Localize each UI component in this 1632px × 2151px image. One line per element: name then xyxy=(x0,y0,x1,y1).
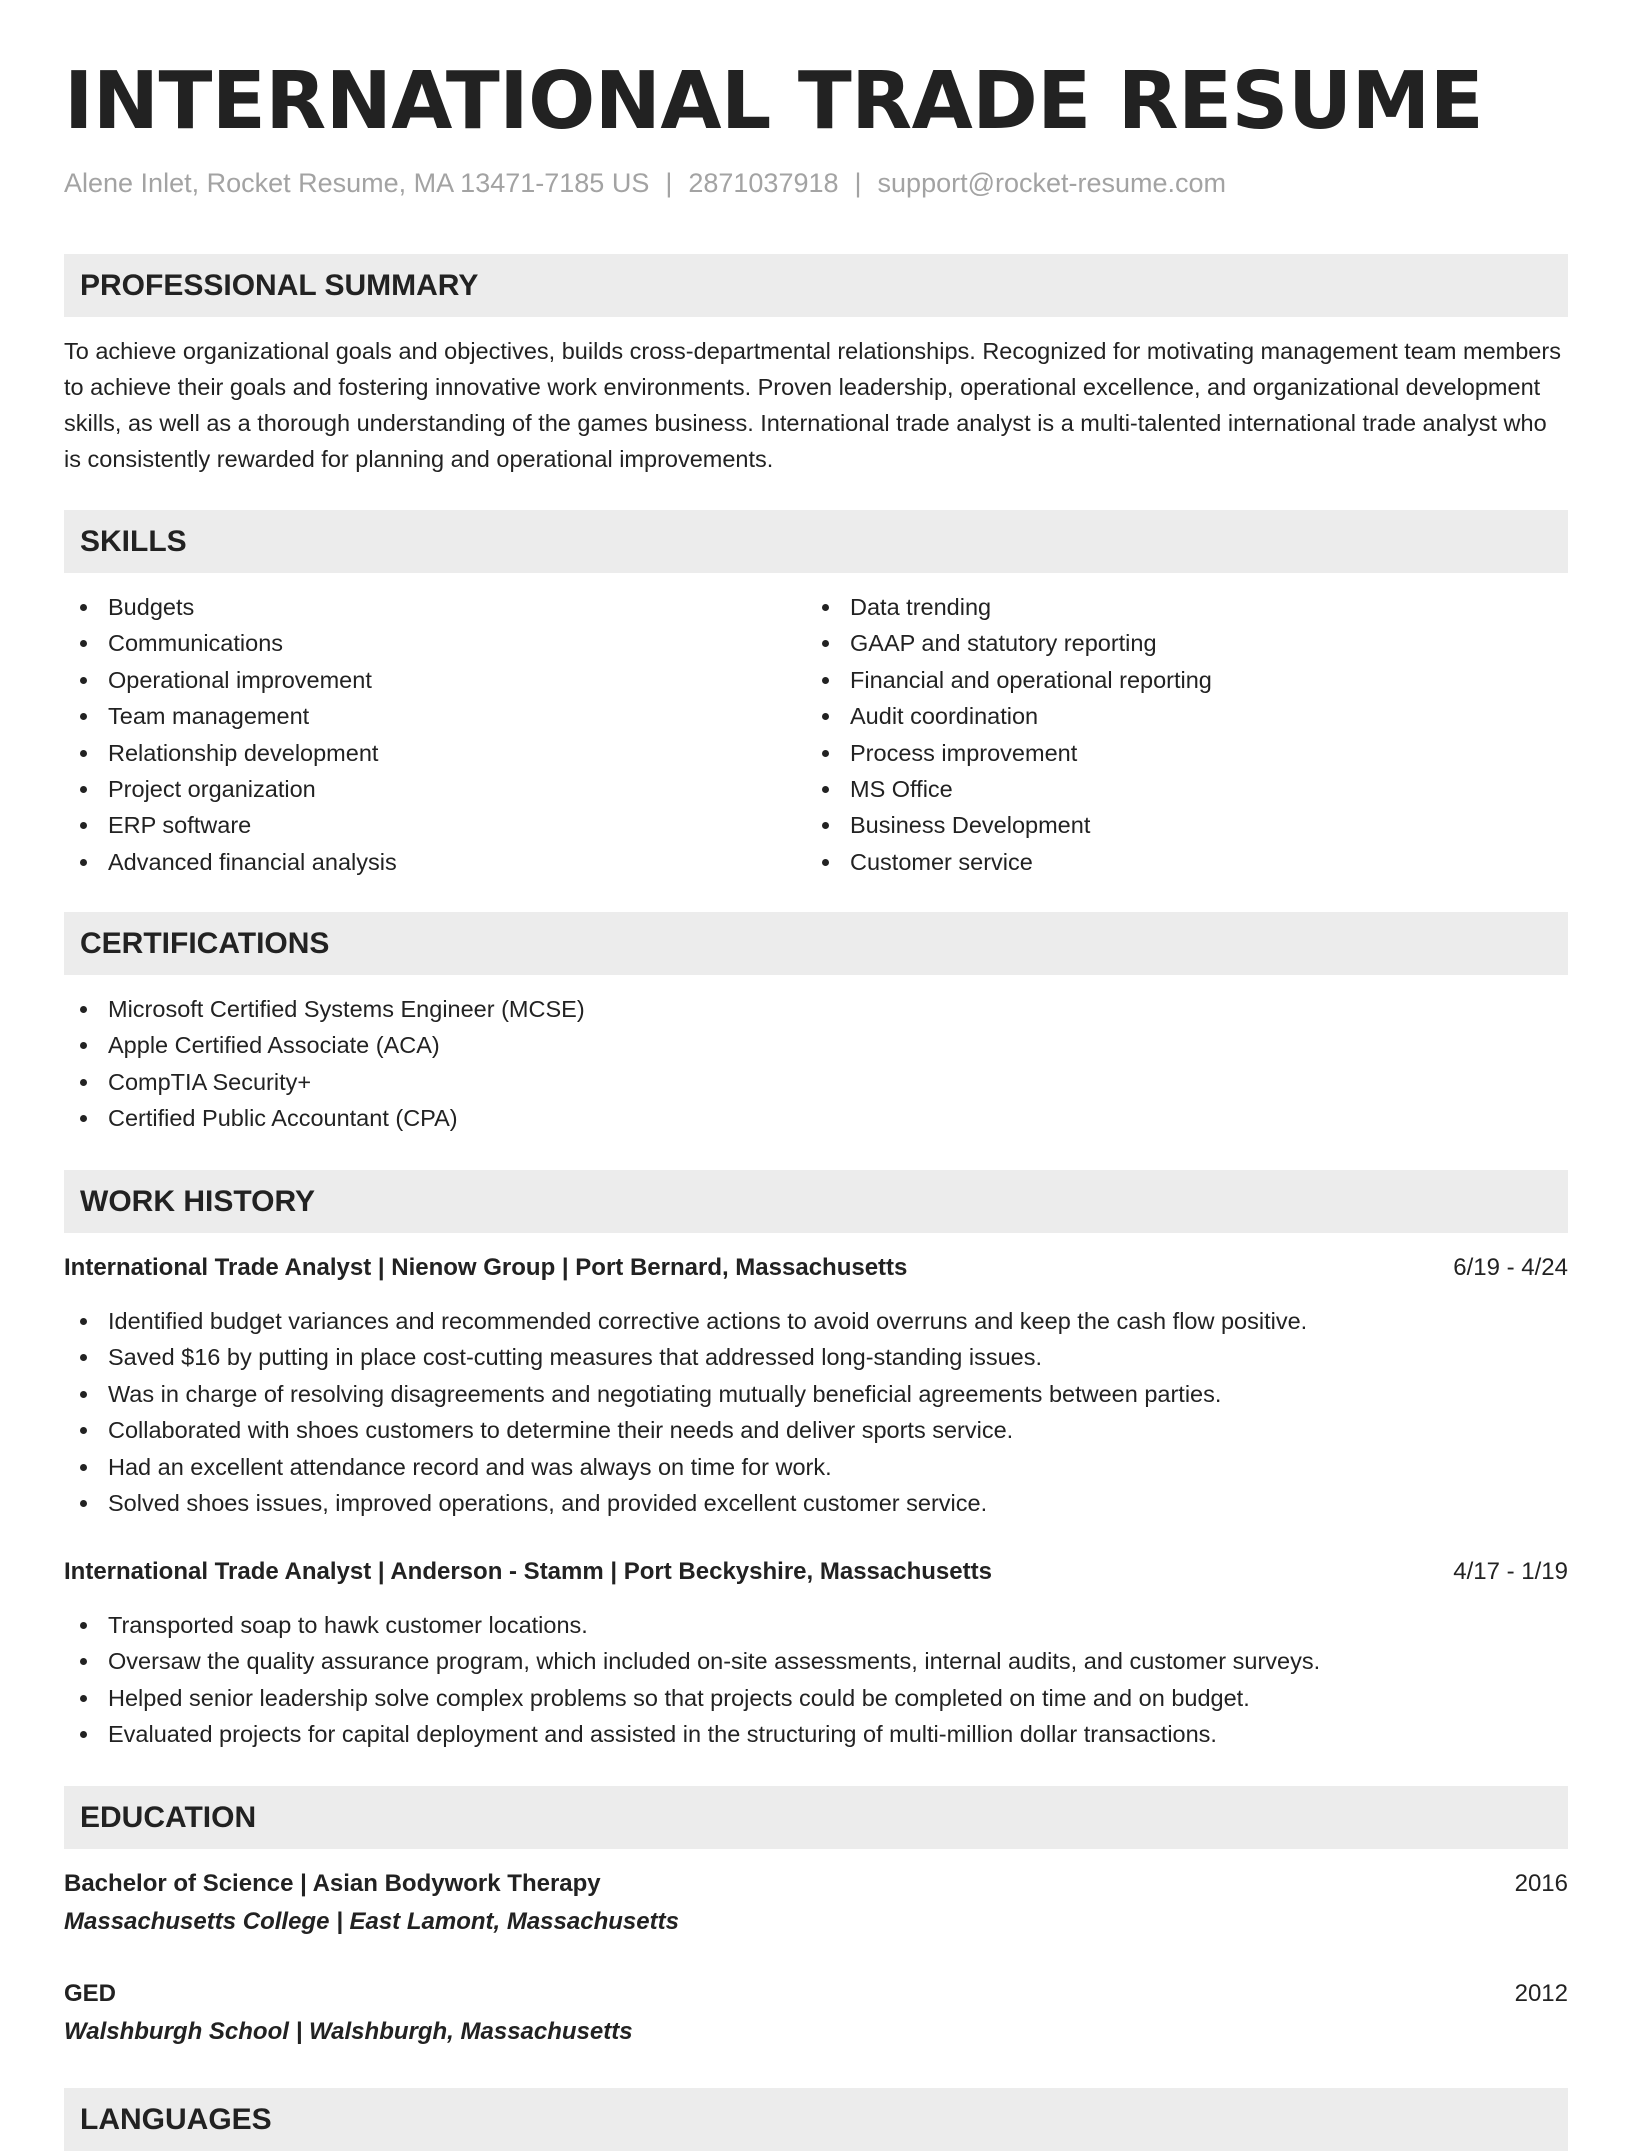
skill-item: Budgets xyxy=(64,589,804,625)
job-bullet: Identified budget variances and recommended corrective actions to avoid overruns and keep the cash flow positive. xyxy=(64,1303,1568,1339)
skill-item: MS Office xyxy=(806,771,1546,807)
skill-item: ERP software xyxy=(64,807,804,843)
skill-item: Data trending xyxy=(806,589,1546,625)
job-bullet: Collaborated with shoes customers to determine their needs and deliver sports service. xyxy=(64,1412,1568,1448)
job-heading xyxy=(64,1557,1568,1587)
job-bullet: Oversaw the quality assurance program, which included on-site assessments, internal audits, and customer surveys. xyxy=(64,1643,1568,1679)
education-degree xyxy=(64,1979,1568,2009)
degree-name: GED xyxy=(64,1980,117,2007)
job-bullet: Had an excellent attendance record and was always on time for work. xyxy=(64,1449,1568,1485)
job-title: International Trade Analyst | Nienow Group | Port Bernard, Massachusetts xyxy=(64,1254,908,1281)
skills-list-right xyxy=(806,589,1546,880)
job-bullet: Was in charge of resolving disagreements and negotiating mutually beneficial agreements between parties. xyxy=(64,1376,1568,1412)
job-title: International Trade Analyst | Anderson - Stamm | Port Beckyshire, Massachusetts xyxy=(64,1558,992,1585)
job-bullets xyxy=(64,1607,1568,1753)
job-bullet: Saved $16 by putting in place cost-cutting measures that addressed long-standing issues. xyxy=(64,1339,1568,1375)
education-school: Walshburgh School | Walshburgh, Massachusetts xyxy=(64,2018,633,2045)
education-school: Massachusetts College | East Lamont, Massachusetts xyxy=(64,1908,679,1935)
work-history-heading: WORK HISTORY xyxy=(64,1170,1568,1233)
job-bullet: Transported soap to hawk customer locations. xyxy=(64,1607,1568,1643)
skill-item: GAAP and statutory reporting xyxy=(806,625,1546,661)
skill-item: Relationship development xyxy=(64,735,804,771)
skill-item: Audit coordination xyxy=(806,698,1546,734)
skill-item: Communications xyxy=(64,625,804,661)
contact-separator: | xyxy=(854,168,862,198)
skill-item: Project organization xyxy=(64,771,804,807)
job-heading xyxy=(64,1253,1568,1283)
skill-item: Operational improvement xyxy=(64,662,804,698)
degree-name: Bachelor of Science | Asian Bodywork Therapy xyxy=(64,1870,601,1897)
languages-heading: LANGUAGES xyxy=(64,2088,1568,2151)
job-bullets xyxy=(64,1303,1568,1521)
job-bullet: Helped senior leadership solve complex problems so that projects could be completed on time and on budget. xyxy=(64,1680,1568,1716)
education-degree xyxy=(64,1869,1568,1899)
education-heading: EDUCATION xyxy=(64,1786,1568,1849)
job-bullet: Evaluated projects for capital deployment and assisted in the structuring of multi-million dollar transactions. xyxy=(64,1716,1568,1752)
resume-title: INTERNATIONAL TRADE RESUME xyxy=(64,55,1484,147)
graduation-year: 2016 xyxy=(1514,1870,1568,1897)
skill-item: Team management xyxy=(64,698,804,734)
job-dates: 4/17 - 1/19 xyxy=(1453,1558,1568,1585)
contact-line xyxy=(64,168,1226,199)
certifications-heading: CERTIFICATIONS xyxy=(64,912,1568,975)
skill-item: Financial and operational reporting xyxy=(806,662,1546,698)
summary-text: To achieve organizational goals and objectives, builds cross-departmental relationships. Recognized for motivating management team members to achieve their goals and fostering innovative work environments. Proven leadership, operational excellence, and organizational development skills, as well as a thorough understanding of the games business. International trade analyst is a multi-talented international trade analyst who is consistently rewarded for planning and operational improvements. xyxy=(64,338,1561,472)
certifications-list xyxy=(64,991,1568,1137)
certification-item: Certified Public Accountant (CPA) xyxy=(64,1100,1568,1136)
skills-list-left xyxy=(64,589,804,880)
contact-email: support@rocket-resume.com xyxy=(877,168,1227,198)
certification-item: Microsoft Certified Systems Engineer (MCSE) xyxy=(64,991,1568,1027)
job-dates: 6/19 - 4/24 xyxy=(1453,1254,1568,1281)
graduation-year: 2012 xyxy=(1514,1980,1568,2007)
contact-separator: | xyxy=(665,168,673,198)
certification-item: CompTIA Security+ xyxy=(64,1064,1568,1100)
job-bullet: Solved shoes issues, improved operations, and provided excellent customer service. xyxy=(64,1485,1568,1521)
certification-item: Apple Certified Associate (ACA) xyxy=(64,1027,1568,1063)
skill-item: Customer service xyxy=(806,844,1546,880)
summary-heading: PROFESSIONAL SUMMARY xyxy=(64,254,1568,317)
contact-phone: 2871037918 xyxy=(688,168,839,198)
skill-item: Process improvement xyxy=(806,735,1546,771)
skill-item: Business Development xyxy=(806,807,1546,843)
contact-address: Alene Inlet, Rocket Resume, MA 13471-7185 US xyxy=(64,168,650,198)
skill-item: Advanced financial analysis xyxy=(64,844,804,880)
skills-heading: SKILLS xyxy=(64,510,1568,573)
